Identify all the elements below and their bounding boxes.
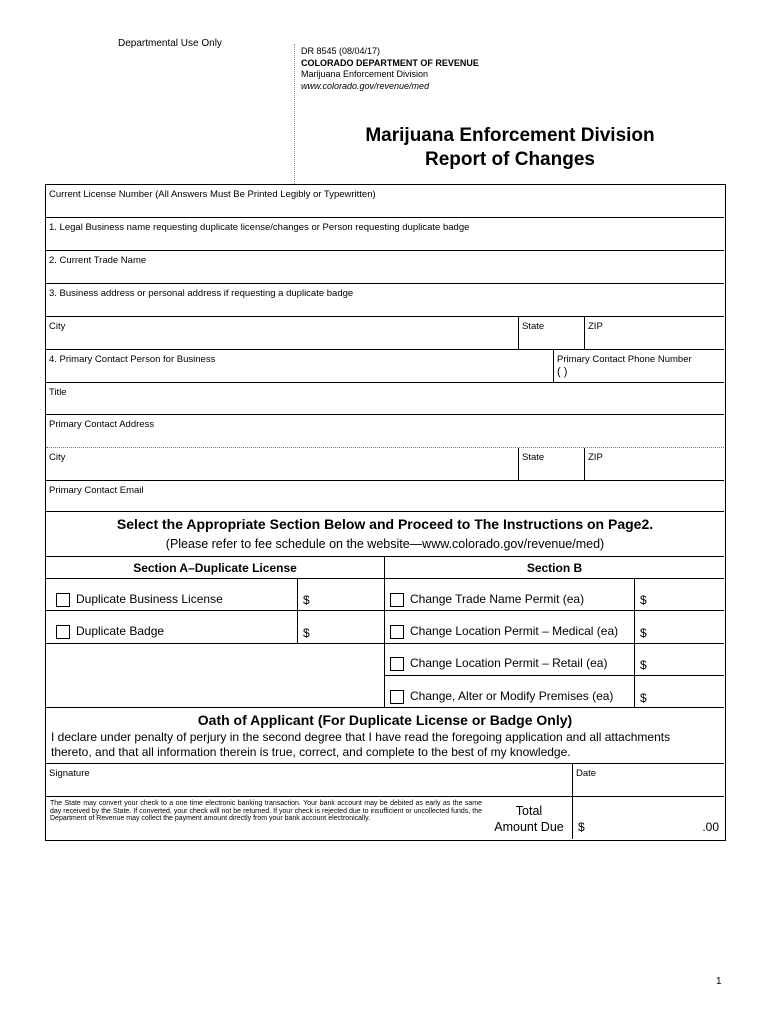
legal-name-field[interactable] [46,218,724,250]
title-line-1: Marijuana Enforcement Division [365,125,655,146]
duplicate-business-license-label: Duplicate Business License [76,592,223,606]
agency-website: www.colorado.gov/revenue/med [301,80,430,91]
city-field[interactable] [46,317,518,349]
duplicate-badge-label: Duplicate Badge [76,624,165,638]
duplicate-business-license-fee[interactable]: $ [303,593,310,607]
contact-title-field[interactable] [46,383,724,415]
change-location-retail-fee[interactable]: $ [640,658,647,672]
agency-name: COLORADO DEPARTMENT OF REVENUE [301,57,479,68]
license-number-field[interactable] [46,185,724,217]
duplicate-badge-checkbox[interactable] [56,625,70,639]
contact-city-field[interactable] [46,448,518,480]
contact-person-label: 4. Primary Contact Person for Business [49,354,216,365]
total-amount-input[interactable] [573,797,724,839]
city-label: City [49,321,66,332]
oath-text-line-2: thereto, and that all information therein is true, correct, and complete to the best of my knowledge. [51,745,571,759]
total-cents: .00 [702,820,719,834]
contact-zip-field[interactable] [585,448,724,480]
page-number: 1 [716,976,722,987]
payment-note: The State may convert your check to a one time electronic banking transaction. Your bank account may be debited as early as the same day received by the State. If converted, your check will not be returned. If your check is rejected due to insufficient or uncollected funds, the Department of Revenue may collect the payment amount directly from your bank account electronically. [50,800,482,823]
oath-heading: Oath of Applicant (For Duplicate License or Badge Only) [197,712,573,728]
contact-person-field[interactable] [46,350,553,382]
address-label: 3. Business address or personal address if requesting a duplicate badge [49,288,354,299]
division-name: Marijuana Enforcement Division [301,69,429,79]
contact-zip-label: ZIP [588,452,603,463]
form-header-block [301,46,479,92]
change-location-retail-checkbox[interactable] [390,657,404,671]
total-dollar-sign: $ [578,820,585,834]
form-number: DR 8545 (08/04/17) [301,46,381,56]
legal-name-label: 1. Legal Business name requesting duplicate license/changes or Person requesting duplicate badge [49,222,470,233]
modify-premises-fee[interactable]: $ [640,691,647,705]
contact-phone-label: Primary Contact Phone Number [557,354,692,365]
date-field[interactable] [573,764,724,796]
trade-name-label: 2. Current Trade Name [49,255,147,266]
fee-schedule-note: (Please refer to fee schedule on the website—www.colorado.gov/revenue/med) [165,537,605,551]
signature-label: Signature [49,768,90,779]
signature-field[interactable] [46,764,572,796]
change-location-medical-label: Change Location Permit – Medical (ea) [410,624,619,638]
total-amount-label [486,803,572,835]
contact-email-field[interactable] [46,481,724,511]
zip-field[interactable] [585,317,724,349]
section-b-header: Section B [526,561,583,575]
contact-email-label: Primary Contact Email [49,485,144,496]
change-location-medical-checkbox[interactable] [390,625,404,639]
zip-label: ZIP [588,321,603,332]
change-location-medical-fee[interactable]: $ [640,626,647,640]
date-label: Date [576,768,597,779]
page-title [296,124,724,172]
departmental-use-label: Departmental Use Only [118,38,222,49]
oath-text-line-1: I declare under penalty of perjury in the second degree that I have read the foregoing application and all attachments [51,730,671,744]
contact-state-label: State [522,452,545,463]
contact-title-label: Title [49,387,67,398]
contact-phone-field[interactable] [554,350,724,382]
contact-address-field[interactable] [46,415,724,447]
title-line-2: Report of Changes [425,149,595,170]
state-field[interactable] [519,317,584,349]
duplicate-business-license-checkbox[interactable] [56,593,70,607]
license-number-label: Current License Number (All Answers Must Be Printed Legibly or Typewritten) [49,189,376,200]
phone-area-code-parens: ( ) [557,366,568,378]
modify-premises-checkbox[interactable] [390,690,404,704]
total-label-line-1: Total [515,804,543,818]
select-section-heading: Select the Appropriate Section Below and Proceed to The Instructions on Page2. [116,516,654,532]
change-location-retail-label: Change Location Permit – Retail (ea) [410,656,608,670]
contact-city-label: City [49,452,66,463]
contact-address-label: Primary Contact Address [49,419,155,430]
contact-state-field[interactable] [519,448,584,480]
change-trade-name-label: Change Trade Name Permit (ea) [410,592,585,606]
change-trade-name-fee[interactable]: $ [640,593,647,607]
section-a-header: Section A–Duplicate License [133,561,297,575]
modify-premises-label: Change, Alter or Modify Premises (ea) [410,689,614,703]
address-field[interactable] [46,284,724,316]
trade-name-field[interactable] [46,251,724,283]
duplicate-badge-fee[interactable]: $ [303,626,310,640]
total-label-line-2: Amount Due [494,820,564,834]
state-label: State [522,321,545,332]
change-trade-name-checkbox[interactable] [390,593,404,607]
